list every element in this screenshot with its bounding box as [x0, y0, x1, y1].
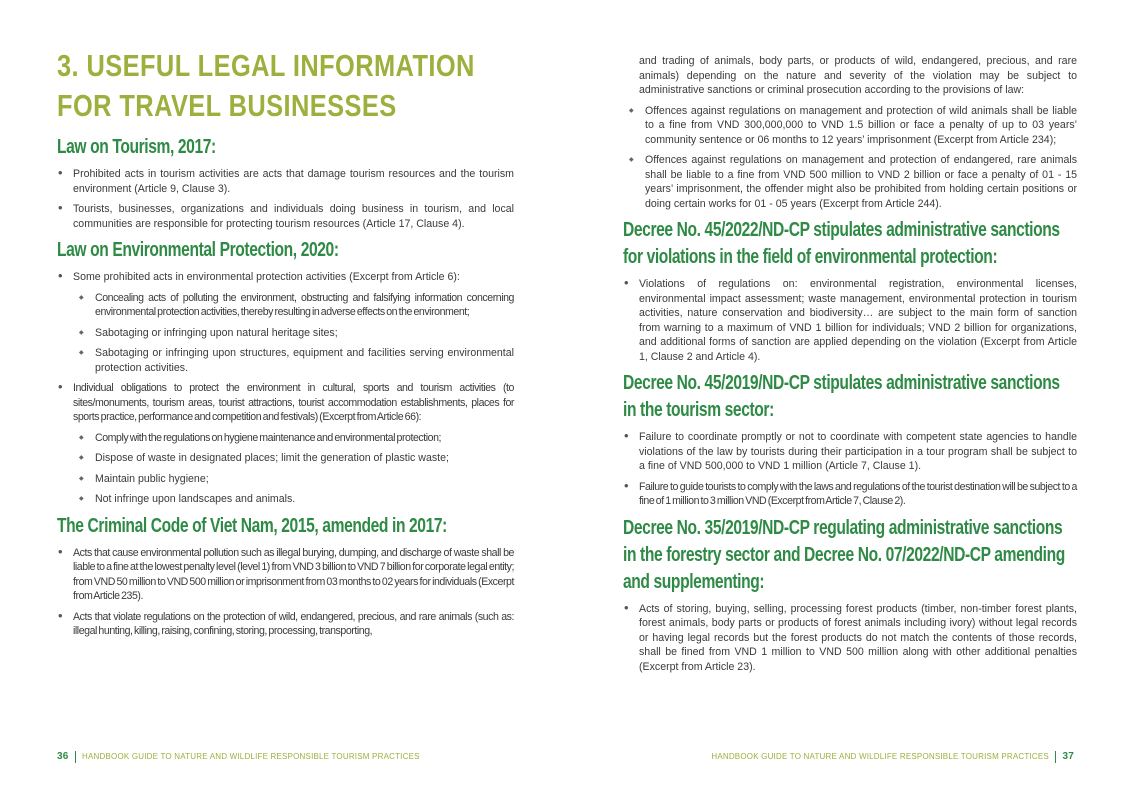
law-on-tourism-list	[57, 167, 514, 231]
page-footer-right	[711, 751, 1074, 763]
list-item: • Acts that cause environmental pollution such as illegal burying, dumping, and discharge of waste shall be liable to a fine at the lowest penalty level (level 1) from VND 3 billion to VND 7 billion for corporate legal entity; from VND 50 million to VND 500 million or imprisonment from 03 months to 02 years for individuals (Excerpt from Article 235).	[57, 546, 514, 604]
criminal-code-list	[57, 546, 514, 639]
section-heading-decree-45-2022: Decree No. 45/2022/ND-CP stipulates administrative sanctions for violations in the field of environmental protection:	[623, 219, 1060, 268]
sub-list-item: ◆ Comply with the regulations on hygiene maintenance and environmental protection;	[73, 431, 514, 446]
list-item: • Prohibited acts in tourism activities are acts that damage tourism resources and the tourism environment (Article 9, Clause 3).	[57, 167, 514, 196]
page-number: 37	[1062, 751, 1074, 763]
environmental-protection-list	[57, 270, 514, 507]
footer-divider	[1055, 751, 1057, 763]
sub-list-item: ◆ Sabotaging or infringing upon natural heritage sites;	[73, 326, 514, 341]
footer-title: HANDBOOK GUIDE TO NATURE AND WILDLIFE RESPONSIBLE TOURISM PRACTICES	[711, 752, 1049, 762]
list-item-text: Some prohibited acts in environmental protection activities (Excerpt from Article 6):	[73, 271, 460, 283]
chapter-title: 3. USEFUL LEGAL INFORMATION FOR TRAVEL BUSINESSES	[57, 48, 475, 123]
sub-list-item: ◆ Maintain public hygiene;	[73, 472, 514, 487]
section-heading-environmental-protection: Law on Environmental Protection, 2020:	[57, 239, 339, 261]
sub-list-item: ◆ Sabotaging or infringing upon structures, equipment and facilities serving environmental protection activities.	[73, 346, 514, 375]
list-item: • Failure to coordinate promptly or not to coordinate with competent state agencies to handle violations of the law by tourists during their participation in a tour program shall be subject to a fine of VND 500,000 to VND 1 million (Article 7, Clause 1).	[623, 430, 1077, 474]
list-item: • Acts that violate regulations on the protection of wild, endangered, precious, and rare animals (such as: illegal hunting, killing, raising, confining, storing, processing, transporting,	[57, 610, 514, 639]
sub-list-item: ◆ Not infringe upon landscapes and animals.	[73, 492, 514, 507]
list-item-text: Individual obligations to protect the environment in cultural, sports and tourism activities (to sites/monuments, tourism areas, tourist attractions, tourist accommodation establishments, places for sports practice, performance and competition and festivals) (Excerpt from Article 66):	[73, 382, 514, 423]
section-heading-decree-45-2019: Decree No. 45/2019/ND-CP stipulates administrative sanctions in the tourism sector:	[623, 372, 1060, 421]
list-item: • Violations of regulations on: environmental registration, environmental licenses, environmental impact assessment; waste management, environmental protection in tourism activities, nature conservation and biodiversity… are subject to the main form of sanction from warning to a maximum of VND 1 billion for individuals; VND 2 billion for organizations, and additional forms of sanction are applied depending on the violation (Excerpt from Article 1, Clause 2 and Article 4).	[623, 277, 1077, 364]
sub-list-item: ◆ Offences against regulations on management and protection of wild animals shall be liable to a fine from VND 300,000,000 to VND 1.5 billion or face a penalty of up to 03 years’ community sentence or 06 months to 12 years’ imprisonment (Excerpt from Article 234);	[623, 104, 1077, 148]
sub-list	[73, 431, 514, 507]
sub-list-item: ◆ Offences against regulations on management and protection of endangered, rare animals shall be liable to a fine from VND 500 million to VND 2 billion or face a penalty of 01 - 15 years’ imprisonment, the offender might also be prohibited from holding certain positions or doing certain works for 01 - 05 years (Excerpt from Article 244).	[623, 153, 1077, 211]
footer-title: HANDBOOK GUIDE TO NATURE AND WILDLIFE RESPONSIBLE TOURISM PRACTICES	[82, 752, 420, 762]
right-page-content	[623, 54, 1077, 680]
decree-45-2022-list	[623, 277, 1077, 364]
decree-35-2019-list	[623, 602, 1077, 675]
list-item: • Tourists, businesses, organizations and individuals doing business in tourism, and local communities are responsible for protecting tourism resources (Article 17, Clause 4).	[57, 202, 514, 231]
continued-paragraph: and trading of animals, body parts, or products of wild, endangered, precious, and rare animals) depending on the nature and severity of the violation may be subject to administrative sanctions or criminal prosecution according to the provisions of law:	[639, 55, 1077, 96]
decree-45-2019-list	[623, 430, 1077, 509]
page-number: 36	[57, 751, 69, 763]
section-heading-decree-35-2019: Decree No. 35/2019/ND-CP regulating administrative sanctions in the forestry sector and Decree No. 07/2022/ND-CP amending and supplementing:	[623, 516, 1065, 593]
list-item	[57, 381, 514, 507]
left-page-content	[57, 46, 514, 645]
list-item	[57, 270, 514, 375]
list-item: • Acts of storing, buying, selling, processing forest products (timber, non-timber forest plants, forest animals, body parts or products of forest animals including ivory) without legal records or having legal records but the forest products do not match the contents of those records, shall be fined from VND 1 million to VND 500 million along with other additional penalties (Excerpt from Article 23).	[623, 602, 1077, 675]
sub-list-item: ◆ Dispose of waste in designated places; limit the generation of plastic waste;	[73, 451, 514, 466]
right-page	[567, 0, 1134, 794]
section-heading-law-on-tourism: Law on Tourism, 2017:	[57, 136, 216, 158]
sub-list	[73, 291, 514, 376]
list-item: • Failure to guide tourists to comply with the laws and regulations of the tourist destination will be subject to a fine of 1 million to 3 million VND (Excerpt from Article 7, Clause 2).	[623, 480, 1077, 509]
section-heading-criminal-code: The Criminal Code of Viet Nam, 2015, amended in 2017:	[57, 514, 447, 537]
continued-sub-list	[623, 104, 1077, 212]
page-footer-left	[57, 751, 420, 763]
sub-list-item: ◆ Concealing acts of polluting the environment, obstructing and falsifying information concerning environmental protection activities, thereby resulting in adverse effects on the environment;	[73, 291, 514, 320]
footer-divider	[75, 751, 77, 763]
